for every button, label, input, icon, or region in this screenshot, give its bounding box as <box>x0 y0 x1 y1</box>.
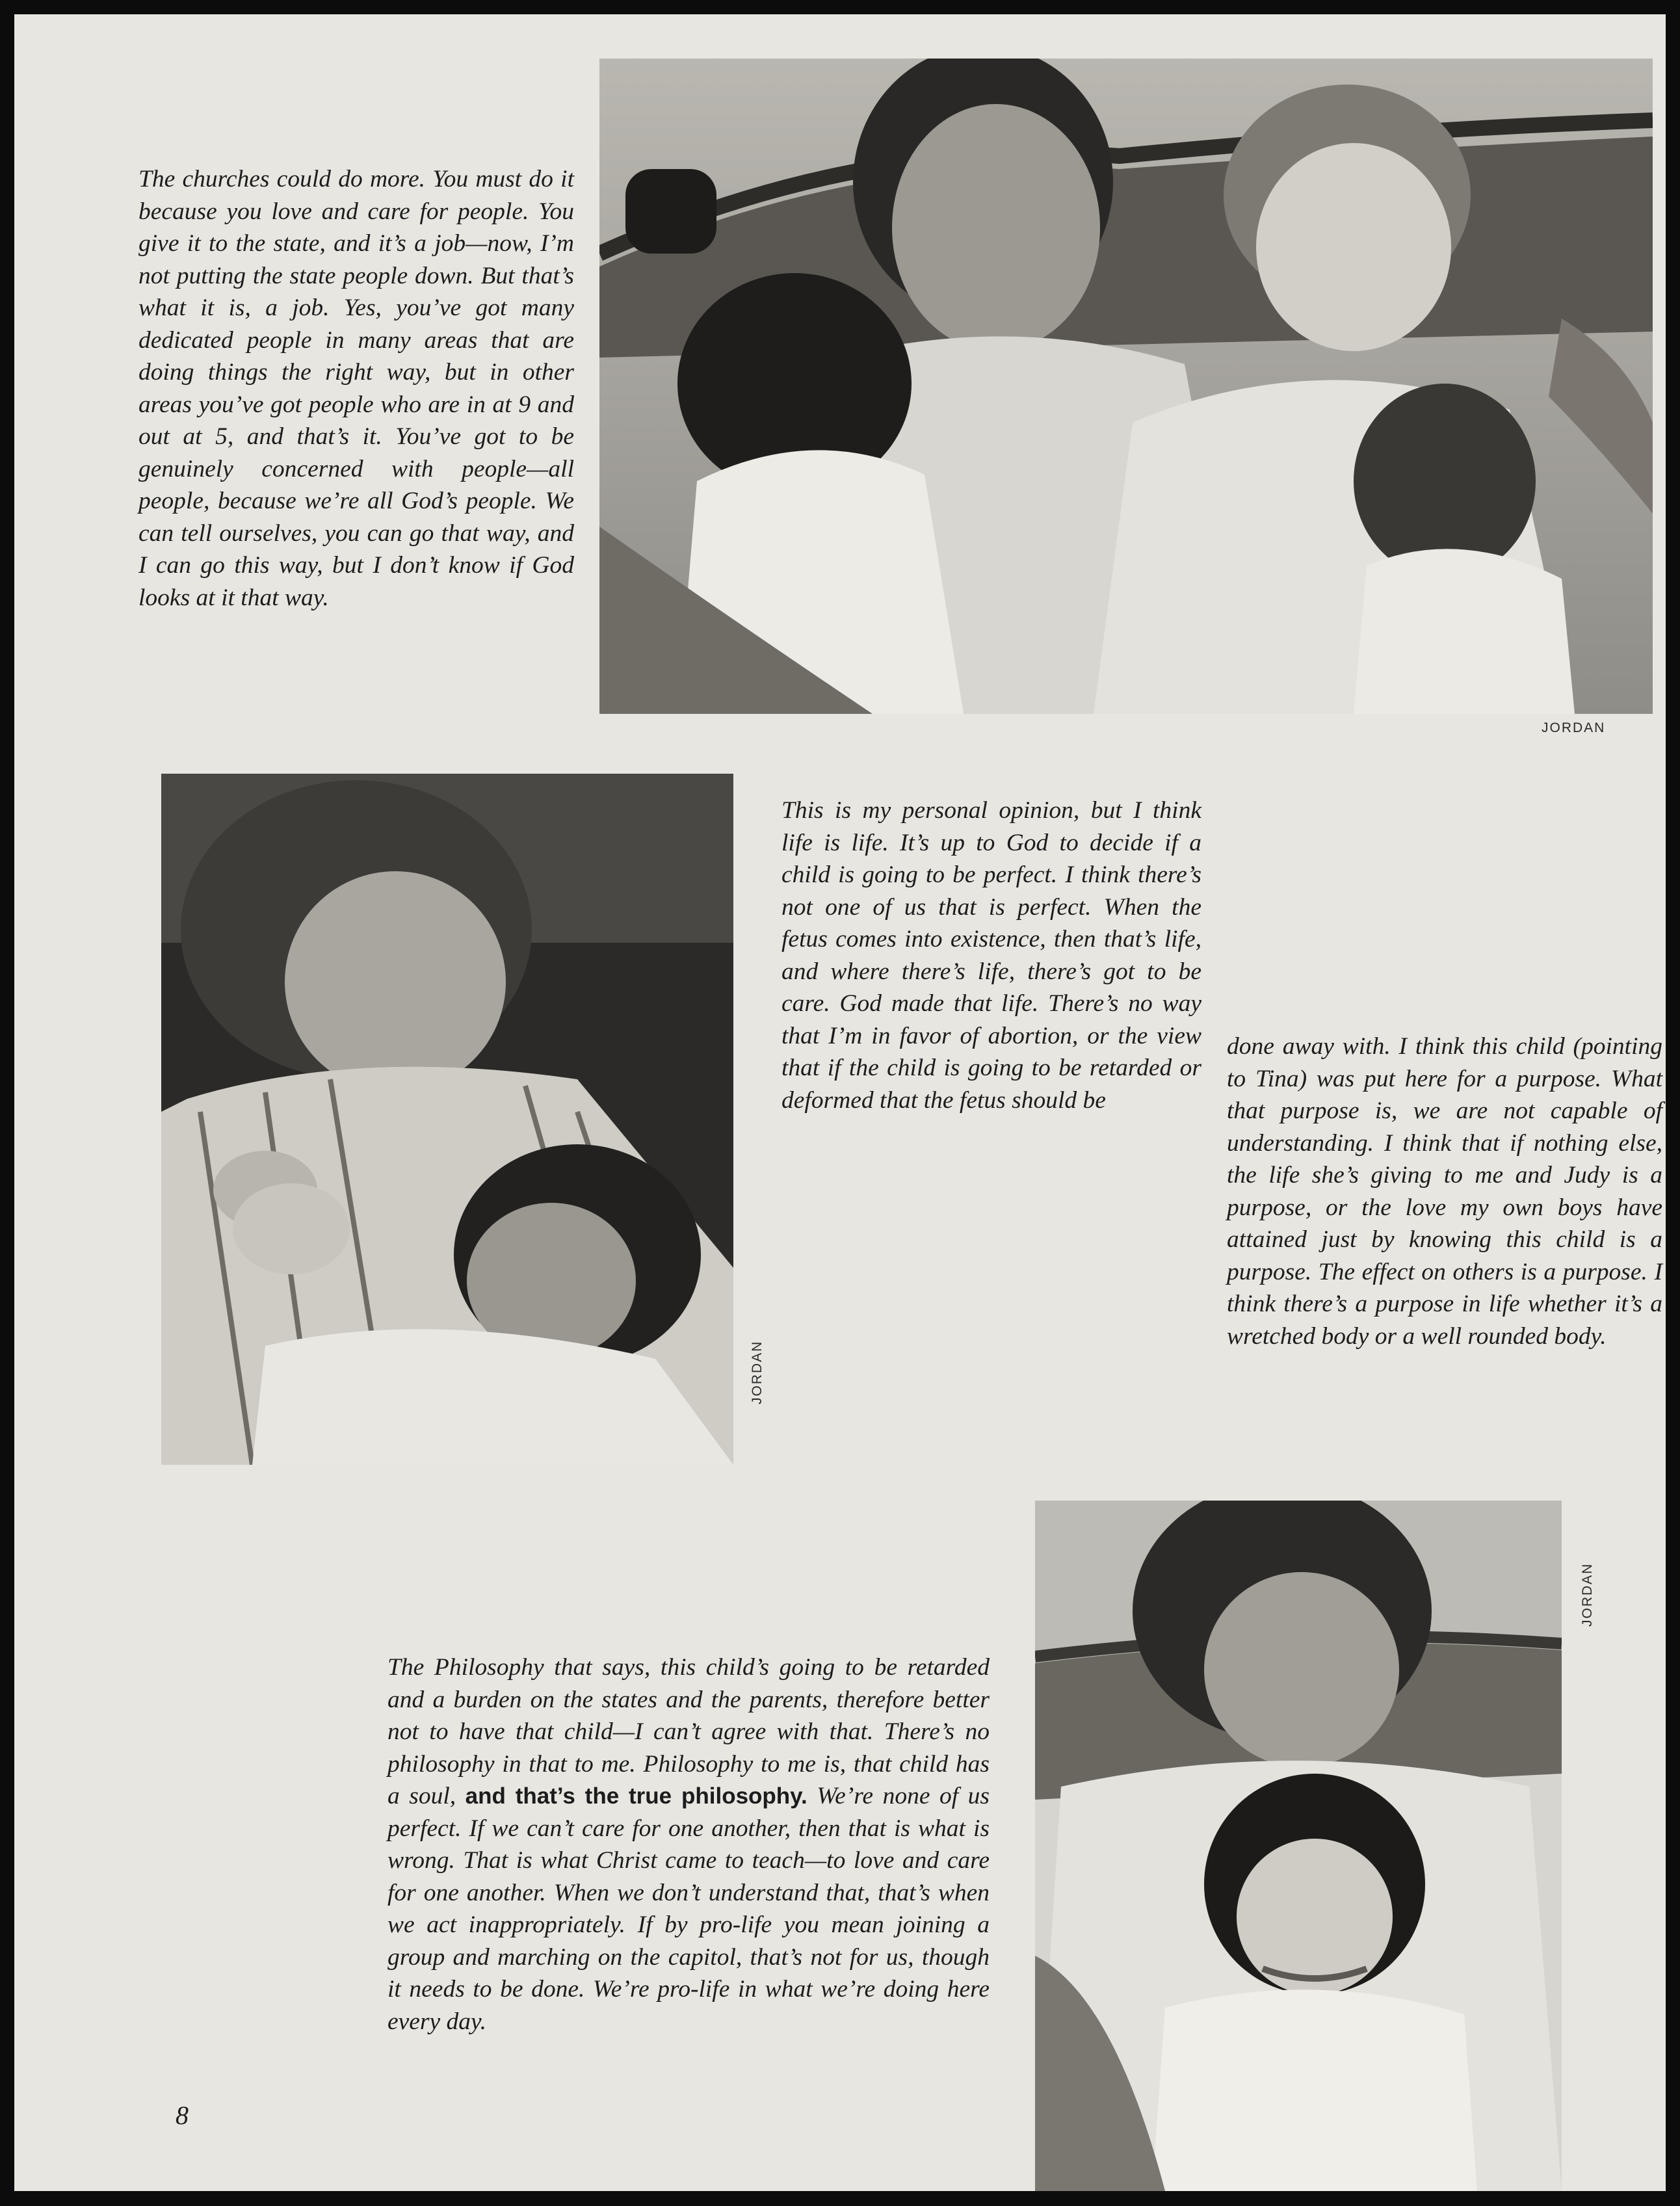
magazine-page <box>14 14 1666 2191</box>
philosophy-emphasis: and that’s the true philosophy. <box>465 1783 807 1809</box>
father-child-photo-icon <box>1035 1501 1562 2191</box>
text-block-philosophy <box>387 1651 990 2038</box>
page-number: 8 <box>176 2101 189 2130</box>
photo-credit-top: JORDAN <box>1542 720 1606 735</box>
mother-child-photo <box>161 774 733 1465</box>
mother-child-photo-icon <box>161 774 733 1465</box>
philosophy-text-part1: The Philosophy that says, this child’s going to be retarded and a burden on the states and the parents, therefore better not to have that child—I can’t agree with that. There’s no philosophy in that to me. Philosophy to me is, that child has a soul, <box>387 1654 990 1809</box>
paragraph-philosophy <box>387 1651 990 2038</box>
family-photo-icon <box>599 59 1653 714</box>
family-photo <box>599 59 1653 714</box>
father-child-photo <box>1035 1501 1562 2191</box>
philosophy-text-part2: We’re none of us perfect. If we can’t care for one another, then that is what is wrong. That is what Christ came to teach—to love and care for one another. When we don’t understand that, that’s when we act inappropriately. If by pro-life you mean joining a group and marching on the capitol, that’s not for us, though it needs to be done. We’re pro-life in what we’re doing here every day. <box>387 1783 990 2035</box>
photo-credit-middle: JORDAN <box>750 1340 765 1404</box>
paragraph-churches: The churches could do more. You must do it because you love and care for people. You give it to the state, and it’s a job—now, I’m not putting the state people down. But that’s what it is, a job. Yes, you’ve got many dedicated people in many areas that are doing things the right way, but in other areas you’ve got people who are in at 9 and out at 5, and that’s it. You’ve got to be genuinely concerned with people—all people, because we’re all God’s people. We can tell ourselves, you can go that way, and I can go this way, but I don’t know if God looks at it that way. <box>138 166 574 611</box>
text-block-opinion <box>781 794 1201 1116</box>
photo-credit-bottom: JORDAN <box>1580 1562 1595 1627</box>
text-block-purpose <box>1227 1031 1662 1352</box>
paragraph-purpose: done away with. I think this child (pointing to Tina) was put here for a purpose. What that purpose is, we are not capable of understanding. I think that if nothing else, the life she’s giving to me and Judy is a purpose, or the love my own boys have attained just by knowing this child is a purpose. The effect on others is a purpose. I think there’s a purpose in life whether it’s a wretched body or a well rounded body. <box>1227 1033 1662 1350</box>
text-block-churches <box>138 163 574 614</box>
paragraph-opinion: This is my personal opinion, but I think life is life. It’s up to God to decide if a child is going to be perfect. I think there’s not one of us that is perfect. When the fetus comes into existence, then that’s life, and where there’s life, there’s got to be care. God made that life. There’s no way that I’m in favor of abortion, or the view that if the child is going to be retarded or deformed that the fetus should be <box>781 797 1201 1114</box>
